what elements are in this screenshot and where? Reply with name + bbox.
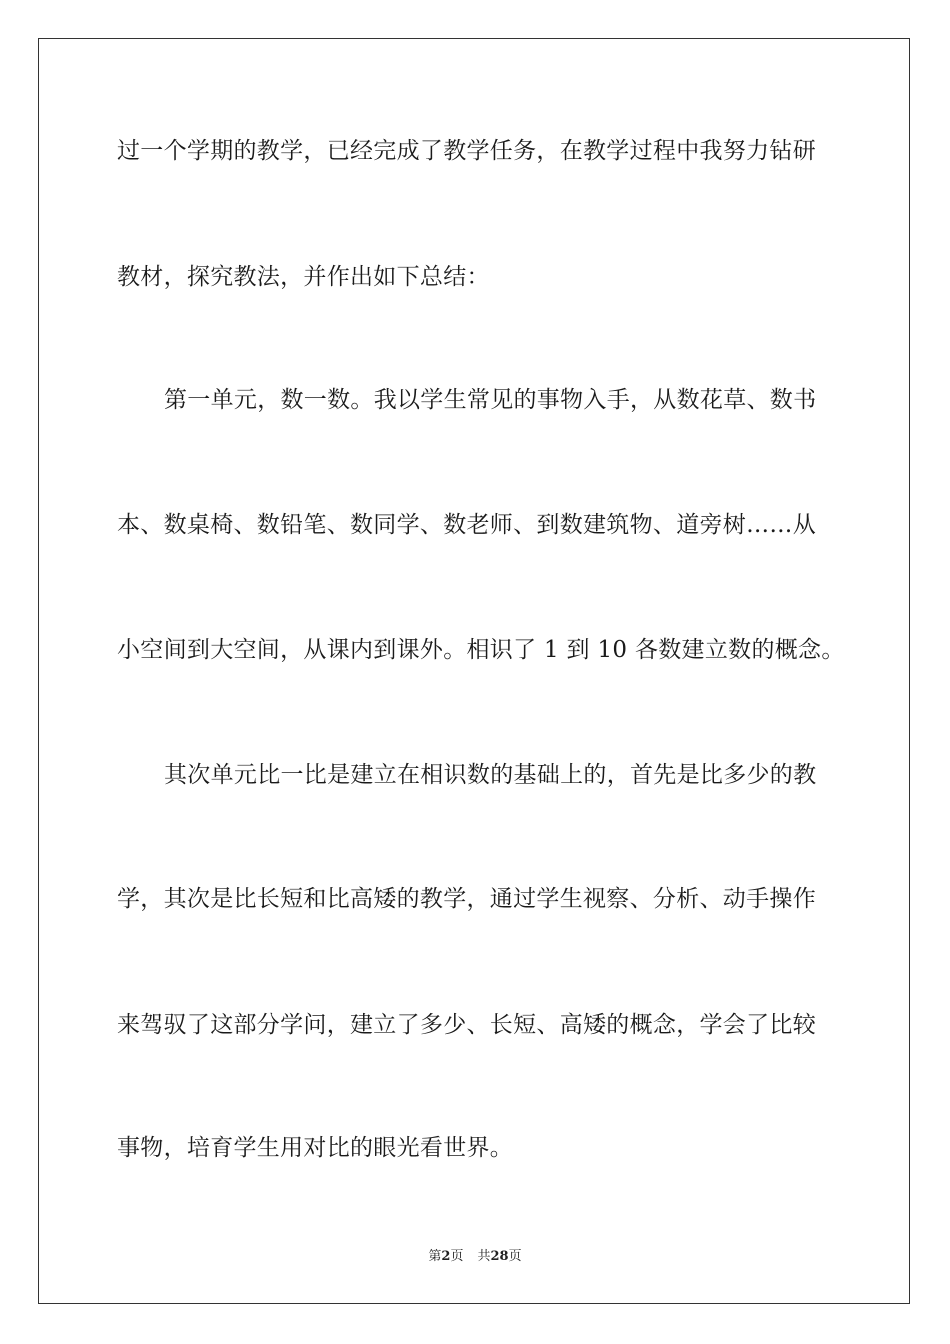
paragraph-start-line: 其次单元比一比是建立在相识数的基础上的，首先是比多少的教 (164, 762, 817, 788)
total-suffix: 页 (508, 1249, 522, 1264)
paragraph-start-line: 第一单元，数一数。我以学生常见的事物入手，从数花草、数书 (164, 387, 817, 413)
body-line: 事物，培育学生用对比的眼光看世界。 (117, 1135, 514, 1161)
page-frame (38, 38, 910, 1304)
body-line: 学，其次是比长短和比高矮的教学，通过学生视察、分析、动手操作 (117, 886, 816, 912)
body-line: 来驾驭了这部分学问，建立了多少、长短、高矮的概念，学会了比较 (117, 1012, 816, 1038)
body-line: 教材，探究教法，并作出如下总结： (117, 264, 490, 290)
total-pages: 28 (490, 1249, 509, 1264)
body-line: 过一个学期的教学，已经完成了教学任务，在教学过程中我努力钻研 (117, 138, 816, 164)
body-line: 小空间到大空间，从课内到课外。相识了 1 到 10 各数建立数的概念。 (117, 637, 845, 663)
page-suffix: 页 (450, 1249, 464, 1264)
page-number: 2 (441, 1249, 451, 1264)
page-footer (0, 1248, 950, 1266)
page-prefix: 第 (428, 1249, 442, 1264)
total-prefix: 共 (477, 1249, 491, 1264)
body-line: 本、数桌椅、数铅笔、数同学、数老师、到数建筑物、道旁树……从 (117, 512, 816, 538)
